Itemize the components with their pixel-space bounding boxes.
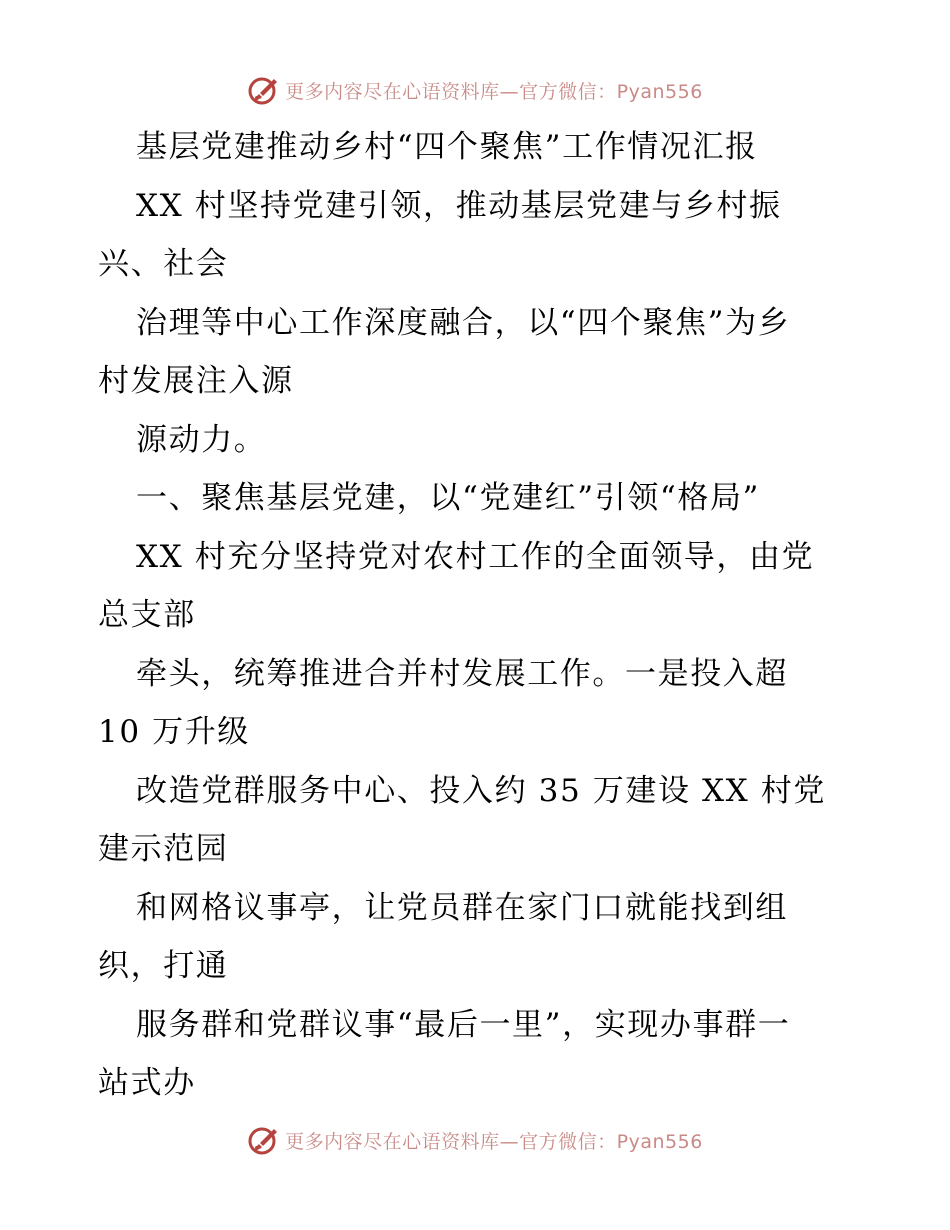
text-line: 10 万升级	[98, 714, 250, 750]
text-line: 站式办	[98, 1065, 196, 1101]
document-title: 基层党建推动乡村“四个聚焦”工作情况汇报	[136, 129, 758, 165]
document-body	[98, 118, 858, 1113]
text-line: 牵头，统筹推进合并村发展工作。一是投入超	[136, 655, 788, 692]
text-line: XX 村坚持党建引领，推动基层党建与乡村振	[136, 187, 782, 224]
footer-watermark	[0, 1120, 950, 1160]
header-watermark	[0, 70, 950, 110]
text-line: 改造党群服务中心、投入约 35 万建设 XX 村党	[136, 772, 826, 809]
text-line: 总支部	[98, 597, 196, 633]
text-line: 治理等中心工作深度融合，以“四个聚焦”为乡	[136, 304, 791, 341]
header-watermark-text: 更多内容尽在心语资料库—官方微信：Pyan556	[285, 80, 703, 103]
quill-logo-icon	[247, 73, 281, 107]
footer-watermark-text: 更多内容尽在心语资料库—官方微信：Pyan556	[285, 1130, 703, 1153]
document-paragraphs	[98, 177, 858, 1113]
quill-logo-icon	[247, 1123, 281, 1157]
text-line: 源动力。	[136, 421, 267, 458]
text-line: 村发展注入源	[98, 363, 294, 399]
text-line: 服务群和党群议事“最后一里”，实现办事群一	[136, 1006, 791, 1043]
text-line: 织，打通	[98, 948, 229, 984]
text-line: 一、聚焦基层党建，以“党建红”引领“格局”	[136, 480, 760, 516]
text-line: 兴、社会	[98, 246, 229, 282]
text-line: XX 村充分坚持党对农村工作的全面领导，由党	[136, 538, 815, 575]
text-line: 和网格议事亭，让党员群在家门口就能找到组	[136, 889, 788, 926]
text-line: 建示范园	[98, 831, 229, 867]
